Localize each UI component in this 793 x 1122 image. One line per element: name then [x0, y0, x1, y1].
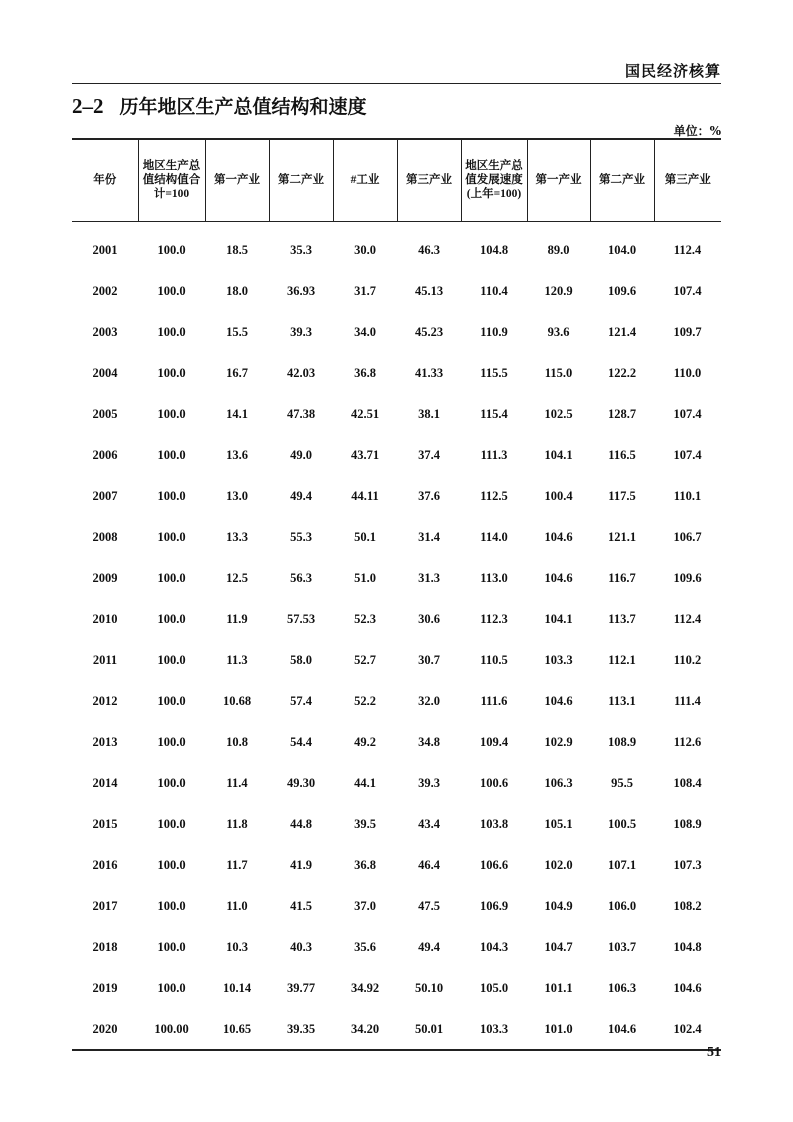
value-cell: 100.0: [157, 448, 186, 462]
table-row: [72, 968, 721, 1009]
value-cell: 51.0: [354, 571, 376, 585]
value-cell: 104.6: [544, 694, 573, 708]
value-cell: 100.0: [157, 817, 186, 831]
value-cell: 13.0: [226, 489, 248, 503]
value-cell: 104.3: [479, 940, 509, 954]
value-cell: 36.8: [354, 366, 376, 380]
value-cell: 100.0: [157, 776, 186, 790]
table-row: [72, 640, 721, 681]
value-cell: 38.1: [418, 407, 440, 421]
value-cell: 15.5: [226, 325, 248, 339]
column-header: 第二产业: [269, 139, 333, 221]
value-cell: 57.53: [286, 612, 316, 626]
value-cell: 41.33: [414, 366, 444, 380]
value-cell: 114.0: [480, 530, 508, 544]
value-cell: 49.2: [354, 735, 376, 749]
year-cell: 2016: [92, 858, 118, 872]
table-row: [72, 558, 721, 599]
value-cell: 103.3: [544, 653, 573, 667]
value-cell: 100.00: [138, 1009, 205, 1050]
value-cell: 104.6: [673, 981, 702, 995]
value-cell: 117.5: [608, 489, 636, 503]
value-cell: 110.5: [480, 653, 508, 667]
value-cell: 100.0: [157, 407, 186, 421]
value-cell: 106.9: [479, 899, 509, 913]
value-cell: 36.93: [286, 284, 316, 298]
value-cell: 106.0: [607, 899, 637, 913]
value-cell: 44.1: [354, 776, 376, 790]
value-cell: 49.0: [290, 448, 312, 462]
value-cell: 10.8: [226, 735, 248, 749]
year-cell: 2009: [92, 571, 118, 585]
table-row: [72, 845, 721, 886]
year-cell: 2002: [92, 284, 118, 298]
value-cell: 44.8: [290, 817, 312, 831]
table-title-number: 2–2: [72, 94, 104, 118]
column-header: 地区生产总值结构值合计=100: [138, 139, 205, 221]
year-cell: 2001: [92, 243, 118, 258]
value-cell: 41.5: [290, 899, 312, 913]
value-cell: 31.4: [418, 530, 440, 544]
year-cell: 2011: [92, 653, 118, 667]
value-cell: 106.3: [544, 776, 573, 790]
value-cell: 120.9: [544, 284, 573, 298]
value-cell: 109.6: [673, 571, 702, 585]
table-header-row: [72, 139, 721, 221]
value-cell: 101.1: [544, 981, 573, 995]
value-cell: 13.3: [226, 530, 248, 544]
value-cell: 45.13: [414, 284, 444, 298]
value-cell: 100.0: [157, 899, 186, 913]
column-header: 第三产业: [654, 139, 721, 221]
value-cell: 107.3: [673, 858, 702, 872]
table-title-text: 历年地区生产总值结构和速度: [119, 96, 367, 118]
value-cell: 100.0: [157, 612, 186, 626]
value-cell: 108.2: [673, 899, 702, 913]
year-cell: 2013: [92, 735, 118, 749]
value-cell: 14.1: [226, 407, 248, 421]
column-header: 第三产业: [397, 139, 461, 221]
value-cell: 100.0: [157, 325, 186, 339]
value-cell: 37.6: [418, 489, 440, 503]
column-header: 年份: [72, 139, 138, 221]
value-cell: 57.4: [290, 694, 312, 708]
value-cell: 50.10: [414, 981, 444, 995]
value-cell: 100.0: [157, 489, 186, 503]
year-cell: 2019: [92, 981, 118, 995]
value-cell: 30.6: [418, 612, 440, 626]
value-cell: 50.01: [397, 1009, 461, 1050]
value-cell: 52.3: [354, 612, 376, 626]
value-cell: 110.0: [673, 366, 702, 380]
table-row: [72, 763, 721, 804]
table-body: [72, 221, 721, 1050]
value-cell: 11.4: [226, 776, 248, 790]
value-cell: 18.5: [226, 243, 248, 258]
value-cell: 104.7: [544, 940, 573, 954]
value-cell: 107.4: [673, 407, 702, 421]
year-cell: 2010: [92, 612, 118, 626]
value-cell: 102.9: [544, 735, 573, 749]
value-cell: 106.7: [673, 530, 702, 544]
table-row: [72, 476, 721, 517]
value-cell: 39.35: [269, 1009, 333, 1050]
value-cell: 105.1: [544, 817, 573, 831]
value-cell: 58.0: [290, 653, 312, 667]
value-cell: 50.1: [354, 530, 376, 544]
value-cell: 104.9: [544, 899, 573, 913]
year-cell: 2003: [92, 325, 118, 339]
table-row: [72, 435, 721, 476]
value-cell: 102.0: [544, 858, 573, 872]
value-cell: 113.7: [608, 612, 636, 626]
column-header: 第一产业: [527, 139, 590, 221]
value-cell: 95.5: [611, 776, 633, 790]
value-cell: 104.1: [544, 448, 573, 462]
value-cell: 52.2: [354, 694, 376, 708]
value-cell: 30.7: [418, 653, 440, 667]
value-cell: 100.0: [157, 653, 186, 667]
value-cell: 115.0: [544, 366, 573, 380]
year-cell: 2017: [92, 899, 118, 913]
table-title: [72, 92, 367, 119]
table-row: [72, 927, 721, 968]
data-table: [72, 138, 721, 1051]
value-cell: 10.3: [226, 940, 248, 954]
value-cell: 110.4: [480, 284, 508, 298]
value-cell: 30.0: [354, 243, 376, 258]
value-cell: 109.6: [607, 284, 637, 298]
value-cell: 49.30: [286, 776, 316, 790]
value-cell: 100.0: [157, 940, 186, 954]
value-cell: 100.0: [157, 366, 186, 380]
value-cell: 100.0: [157, 284, 186, 298]
value-cell: 116.7: [608, 571, 636, 585]
value-cell: 34.20: [333, 1009, 397, 1050]
value-cell: 110.9: [480, 325, 508, 339]
value-cell: 115.4: [480, 407, 508, 421]
value-cell: 103.8: [479, 817, 509, 831]
value-cell: 34.0: [354, 325, 376, 339]
value-cell: 100.6: [479, 776, 509, 790]
value-cell: 31.7: [354, 284, 376, 298]
value-cell: 104.6: [544, 530, 573, 544]
value-cell: 112.4: [673, 243, 702, 258]
value-cell: 31.3: [418, 571, 440, 585]
value-cell: 100.0: [157, 571, 186, 585]
value-cell: 47.38: [286, 407, 316, 421]
value-cell: 107.4: [673, 448, 702, 462]
value-cell: 106.3: [607, 981, 637, 995]
value-cell: 100.0: [157, 243, 186, 258]
value-cell: 16.7: [226, 366, 248, 380]
table-row: [72, 804, 721, 845]
table-row: [72, 221, 721, 271]
section-label: 国民经济核算: [624, 62, 721, 80]
value-cell: 42.51: [350, 407, 380, 421]
value-cell: 54.4: [290, 735, 312, 749]
value-cell: 100.0: [157, 530, 186, 544]
value-cell: 40.3: [290, 940, 312, 954]
value-cell: 105.0: [479, 981, 509, 995]
value-cell: 39.3: [290, 325, 312, 339]
value-cell: 47.5: [418, 899, 440, 913]
value-cell: 111.3: [480, 448, 508, 462]
value-cell: 115.5: [480, 366, 508, 380]
value-cell: 56.3: [290, 571, 312, 585]
table-row: [72, 886, 721, 927]
table-row: [72, 517, 721, 558]
value-cell: 100.0: [157, 981, 186, 995]
value-cell: 52.7: [354, 653, 376, 667]
value-cell: 101.0: [527, 1009, 590, 1050]
value-cell: 34.92: [350, 981, 380, 995]
value-cell: 34.8: [418, 735, 440, 749]
value-cell: 39.77: [286, 981, 316, 995]
value-cell: 11.9: [226, 612, 248, 626]
value-cell: 100.5: [607, 817, 637, 831]
year-cell: 2020: [72, 1009, 138, 1050]
value-cell: 109.4: [479, 735, 509, 749]
value-cell: 10.14: [222, 981, 252, 995]
table-row: [72, 353, 721, 394]
value-cell: 110.2: [673, 653, 702, 667]
value-cell: 39.5: [354, 817, 376, 831]
value-cell: 111.6: [480, 694, 508, 708]
value-cell: 46.3: [418, 243, 440, 258]
value-cell: 89.0: [547, 243, 570, 258]
value-cell: 12.5: [226, 571, 248, 585]
column-header: 第二产业: [590, 139, 654, 221]
value-cell: 10.65: [205, 1009, 269, 1050]
year-cell: 2007: [92, 489, 118, 503]
value-cell: 112.5: [480, 489, 508, 503]
value-cell: 104.6: [590, 1009, 654, 1050]
table-row: [72, 394, 721, 435]
value-cell: 10.68: [222, 694, 252, 708]
year-cell: 2004: [92, 366, 118, 380]
year-cell: 2006: [92, 448, 118, 462]
value-cell: 108.4: [673, 776, 702, 790]
table-row: [72, 599, 721, 640]
value-cell: 107.1: [607, 858, 637, 872]
value-cell: 41.9: [290, 858, 312, 872]
value-cell: 112.3: [480, 612, 508, 626]
table-row: [72, 681, 721, 722]
value-cell: 104.0: [607, 243, 637, 258]
value-cell: 104.6: [544, 571, 573, 585]
value-cell: 103.3: [461, 1009, 527, 1050]
value-cell: 13.6: [226, 448, 248, 462]
value-cell: 49.4: [418, 940, 440, 954]
value-cell: 11.8: [226, 817, 248, 831]
value-cell: 100.4: [544, 489, 573, 503]
value-cell: 113.1: [608, 694, 636, 708]
value-cell: 100.0: [157, 858, 186, 872]
value-cell: 104.1: [544, 612, 573, 626]
value-cell: 35.3: [290, 243, 312, 258]
table-row: [72, 1009, 721, 1050]
year-cell: 2014: [92, 776, 118, 790]
value-cell: 46.4: [418, 858, 440, 872]
value-cell: 128.7: [607, 407, 637, 421]
value-cell: 36.8: [354, 858, 376, 872]
value-cell: 55.3: [290, 530, 312, 544]
value-cell: 11.7: [226, 858, 248, 872]
value-cell: 121.4: [607, 325, 637, 339]
value-cell: 35.6: [354, 940, 376, 954]
value-cell: 93.6: [547, 325, 570, 339]
unit-label: 单位：%: [673, 124, 721, 138]
value-cell: 100.0: [157, 694, 186, 708]
value-cell: 49.4: [290, 489, 312, 503]
table-row: [72, 312, 721, 353]
value-cell: 42.03: [286, 366, 316, 380]
value-cell: 102.4: [654, 1009, 721, 1050]
value-cell: 113.0: [480, 571, 508, 585]
value-cell: 104.8: [673, 940, 702, 954]
column-header: 地区生产总值发展速度(上年=100): [461, 139, 527, 221]
value-cell: 112.1: [608, 653, 636, 667]
value-cell: 108.9: [673, 817, 702, 831]
value-cell: 32.0: [418, 694, 440, 708]
year-cell: 2018: [92, 940, 118, 954]
value-cell: 37.4: [418, 448, 440, 462]
value-cell: 121.1: [607, 530, 637, 544]
value-cell: 106.6: [479, 858, 509, 872]
year-cell: 2012: [92, 694, 118, 708]
value-cell: 11.3: [226, 653, 248, 667]
value-cell: 18.0: [226, 284, 248, 298]
value-cell: 109.7: [673, 325, 702, 339]
column-header: #工业: [333, 139, 397, 221]
page-number: 51: [707, 1045, 721, 1060]
value-cell: 108.9: [607, 735, 637, 749]
column-header: 第一产业: [205, 139, 269, 221]
value-cell: 112.6: [673, 735, 702, 749]
value-cell: 39.3: [418, 776, 440, 790]
value-cell: 103.7: [607, 940, 637, 954]
value-cell: 45.23: [414, 325, 444, 339]
value-cell: 43.4: [418, 817, 440, 831]
value-cell: 102.5: [544, 407, 573, 421]
value-cell: 11.0: [226, 899, 248, 913]
value-cell: 110.1: [673, 489, 702, 503]
value-cell: 37.0: [354, 899, 376, 913]
value-cell: 43.71: [350, 448, 380, 462]
value-cell: 104.8: [479, 243, 509, 258]
year-cell: 2005: [92, 407, 118, 421]
value-cell: 111.4: [674, 694, 701, 708]
value-cell: 122.2: [607, 366, 637, 380]
value-cell: 107.4: [673, 284, 702, 298]
value-cell: 44.11: [351, 489, 379, 503]
year-cell: 2015: [92, 817, 118, 831]
table-row: [72, 722, 721, 763]
header-rule: [72, 83, 721, 84]
value-cell: 100.0: [157, 735, 186, 749]
table-row: [72, 271, 721, 312]
value-cell: 116.5: [608, 448, 636, 462]
year-cell: 2008: [92, 530, 118, 544]
value-cell: 112.4: [673, 612, 702, 626]
